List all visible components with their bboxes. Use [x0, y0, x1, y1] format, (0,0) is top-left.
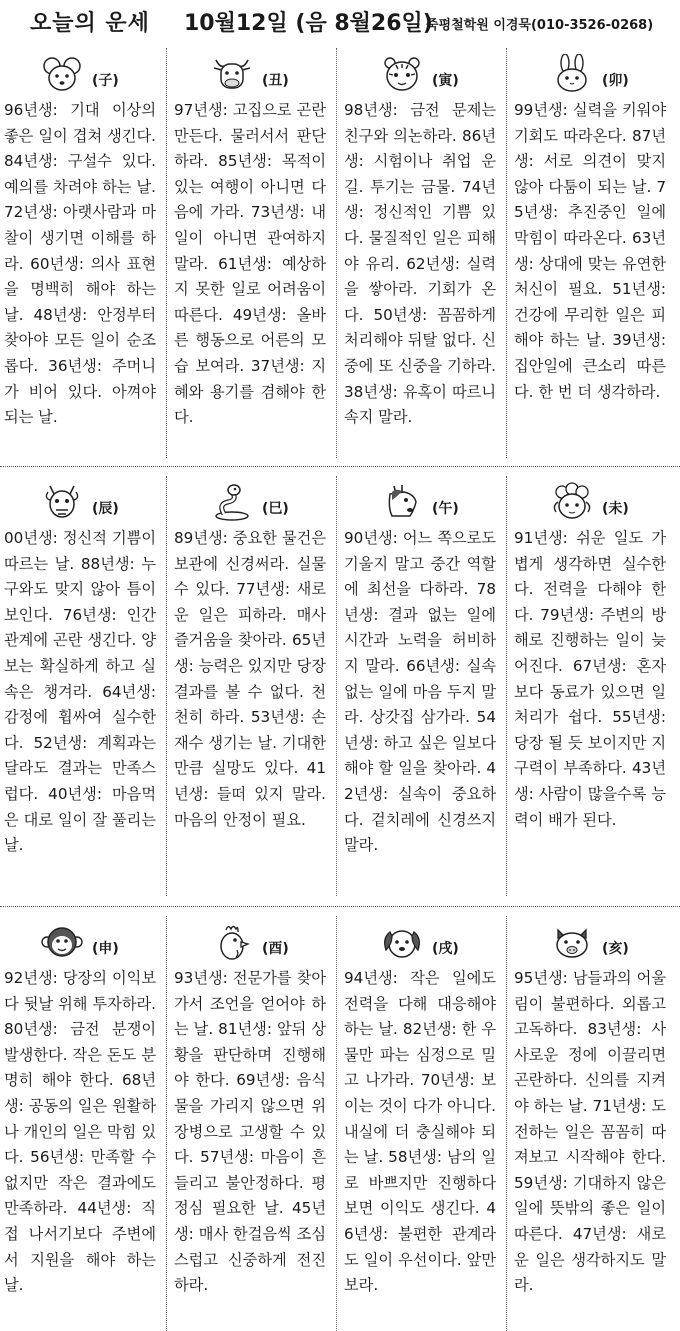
zodiac-label: (午): [432, 501, 459, 517]
zodiac-label: (未): [602, 501, 629, 517]
zodiac-label: (戌): [432, 941, 459, 957]
fortune-text: 89년생: 중요한 물건은 보관에 신경써라. 실물수 있다. 77년생: 새로운 일은 피하라. 매사 즐거움을 찾아라. 65년생: 능력은 있지만 당장 결과를 볼 수 없다. 천천히 하라. 53년생: 손재수 생기는 날. 기대한 만큼 실망도 있다. 41년생: 들떠 있지 말라. 마음의 안정이 필요.: [174, 529, 326, 829]
column-divider: [506, 48, 507, 458]
horse-icon: [380, 482, 424, 522]
author-credit: 죽평철학원 이경묵(010-3526-0268): [426, 18, 654, 33]
fortune-rabbit: [510, 48, 672, 458]
fortune-dog: [340, 916, 502, 1331]
row-divider: [0, 906, 680, 907]
fortune-sheep: [510, 476, 672, 896]
column-divider: [336, 916, 337, 1331]
column-divider: [166, 916, 167, 1331]
fortune-text: 98년생: 금전 문제는 친구와 의논하라. 86년생: 시험이나 취업 운 길. 투기는 금물. 74년생: 정신적인 기쁨 있다. 물질적인 일은 피해야 유리. 62년생: 실력을 쌓아라. 기회가 온다. 50년생: 꼼꼼하게 처리해야 뒤탈 없다. 신중에 또 신중을 기하라. 38년생: 유혹이 따르니 속지 말라.: [344, 101, 496, 427]
rat-icon: [40, 54, 84, 94]
zodiac-label: (寅): [432, 73, 459, 89]
tiger-icon: [380, 54, 424, 94]
fortune-text: 93년생: 전문가를 찾아가서 조언을 얻어야 하는 날. 81년생: 앞뒤 상황을 판단하며 진행해야 한다. 69년생: 음식물을 가리지 않으면 위장병으로 고생할 수 있다. 57년생: 마음이 흔들리고 불안정하다. 평정심 필요한 날. 45년생: 매사 한걸음씩 조심스럽고 신중하게 전진하라.: [174, 969, 326, 1295]
zodiac-label: (丑): [262, 73, 289, 89]
fortune-rat: [0, 48, 162, 458]
column-divider: [336, 48, 337, 458]
fortune-text: 92년생: 당장의 이익보다 뒷날 위해 투자하라. 80년생: 금전 분쟁이 발생한다. 작은 돈도 분명히 해야 한다. 68년생: 공동의 일은 원활하나 개인의 일은 막힘 있다. 56년생: 만족할 수 없지만 작은 결과에도 만족하라. 44년생: 직접 나서기보다 주변에서 지원을 해야 하는 날.: [4, 969, 156, 1295]
header: [0, 0, 680, 46]
fortune-text: 97년생: 고집으로 곤란 만든다. 물러서서 판단하라. 85년생: 목적이 있는 여행이 아니면 다음에 가라. 73년생: 내 일이 아니면 관여하지 말라. 61년생: 예상하지 못한 일로 어려움이 따른다. 49년생: 올바른 행동으로 어른의 모습 보여라. 37년생: 지혜와 용기를 겸해야 한다.: [174, 101, 326, 427]
column-divider: [506, 916, 507, 1331]
zodiac-label: (卯): [602, 73, 629, 89]
fortune-row-3: [0, 916, 680, 1331]
monkey-icon: [40, 922, 84, 962]
column-divider: [166, 476, 167, 896]
rabbit-icon: [550, 54, 594, 94]
column-divider: [336, 476, 337, 896]
zodiac-label: (子): [92, 73, 119, 89]
fortune-text: 95년생: 남들과의 어울림이 불편하다. 외롭고 고독하다. 83년생: 사사로운 정에 이끌리면 곤란하다. 신의를 지켜야 하는 날. 71년생: 도전하는 일은 꼼꼼히 따져보고 시작해야 한다. 59년생: 기대하지 않은 일에 뜻밖의 좋은 일이 따른다. 47년생: 새로운 일은 생각하지도 말라.: [514, 969, 666, 1295]
zodiac-label: (巳): [262, 501, 289, 517]
zodiac-label: (辰): [92, 501, 119, 517]
fortune-text: 99년생: 실력을 키워야 기회도 따라온다. 87년생: 서로 의견이 맞지 않아 다툼이 되는 날. 75년생: 추진중인 일에 막힘이 따라온다. 63년생: 상대에 맞는 유연한 처신이 필요. 51년생: 건강에 무리한 일은 피해야 하는 날. 39년생: 집안일에 큰소리 따른다. 한 번 더 생각하라.: [514, 101, 666, 401]
sheep-icon: [550, 482, 594, 522]
fortune-text: 96년생: 기대 이상의 좋은 일이 겹쳐 생긴다. 84년생: 구설수 있다. 예의를 차려야 하는 날. 72년생: 아랫사람과 마찰이 생기면 이해를 하라. 60년생: 의사 표현을 명백히 해야 하는 날. 48년생: 안정부터 찾아야 모든 일이 순조롭다. 36년생: 주머니가 비어 있다. 아껴야 되는 날.: [4, 101, 156, 427]
fortune-dragon: [0, 476, 162, 896]
fortune-ox: [170, 48, 332, 458]
column-divider: [506, 476, 507, 896]
fortune-tiger: [340, 48, 502, 458]
column-divider: [166, 48, 167, 458]
fortune-monkey: [0, 916, 162, 1331]
snake-icon: [210, 482, 254, 522]
fortune-text: 91년생: 쉬운 일도 가볍게 생각하면 실수한다. 전력을 다해야 한다. 79년생: 주변의 방해로 진행하는 일이 늦어진다. 67년생: 혼자보다 동료가 있으면 일처리가 쉽다. 55년생: 당장 될 듯 보이지만 지구력이 부족하다. 43년생: 사람이 많을수록 능력이 배가 된다.: [514, 529, 666, 829]
row-divider: [0, 466, 680, 467]
fortune-row-1: [0, 48, 680, 458]
page-title: 오늘의 운세: [30, 11, 150, 36]
fortune-text: 00년생: 정신적 기쁨이 따르는 날. 88년생: 누구와도 맞지 않아 틈이 보인다. 76년생: 인간관계에 곤란 생긴다. 양보는 확실하게 하고 실속은 챙겨라. 64년생: 감정에 휩싸여 실수한다. 52년생: 계획과는 달라도 결과는 만족스럽다. 40년생: 마음먹은 대로 일이 잘 풀리는 날.: [4, 529, 156, 855]
zodiac-label: (亥): [602, 941, 629, 957]
fortune-horse: [340, 476, 502, 896]
zodiac-label: (申): [92, 941, 119, 957]
date-label: 10월12일 (음 8월26일): [184, 11, 433, 36]
fortune-text: 94년생: 작은 일에도 전력을 다해 대응해야 하는 날. 82년생: 한 우물만 파는 심정으로 밀고 나가라. 70년생: 보이는 것이 다가 아니다. 내실에 더 충실해야 되는 날. 58년생: 남의 일로 바쁘지만 진행하다보면 이익도 생긴다. 46년생: 불편한 관계라도 일이 우선이다. 앞만 보라.: [344, 969, 496, 1295]
fortune-snake: [170, 476, 332, 896]
fortune-pig: [510, 916, 672, 1331]
dragon-icon: [40, 482, 84, 522]
ox-icon: [210, 54, 254, 94]
fortune-text: 90년생: 어느 쪽으로도 기울지 말고 중간 역할에 최선을 다하라. 78년생: 결과 없는 일에 시간과 노력을 허비하지 말라. 66년생: 실속 없는 일에 마음 두지 말라. 상갓집 삼가라. 54년생: 하고 싶은 일보다 해야 할 일을 찾아라. 42년생: 실속이 중요하다. 겉치레에 신경쓰지 말라.: [344, 529, 496, 855]
dog-icon: [380, 922, 424, 962]
pig-icon: [550, 922, 594, 962]
rooster-icon: [210, 922, 254, 962]
fortune-row-2: [0, 476, 680, 896]
fortune-rooster: [170, 916, 332, 1331]
zodiac-label: (酉): [262, 941, 289, 957]
